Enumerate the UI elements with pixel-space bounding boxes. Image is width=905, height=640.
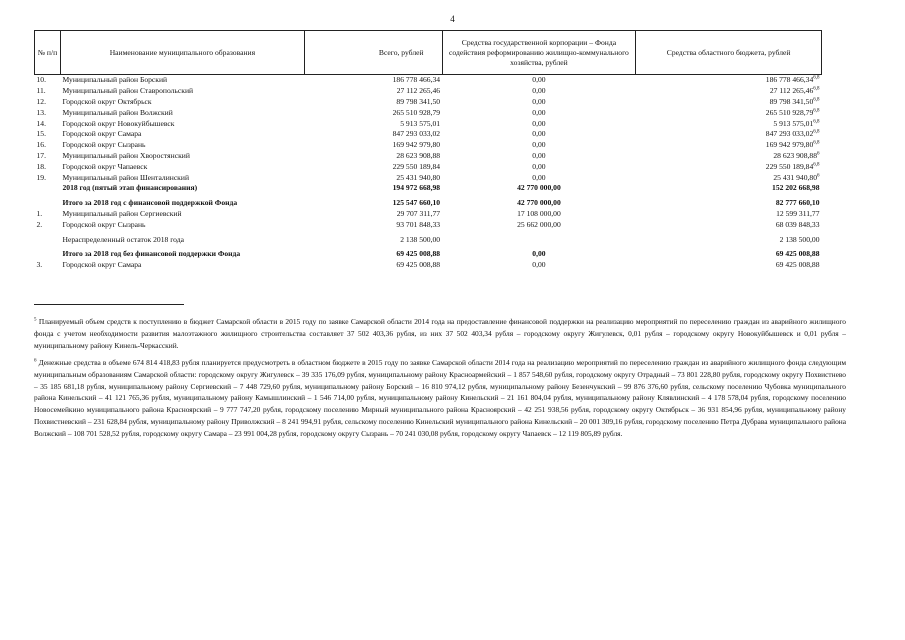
footnote-ref: 6,8	[813, 162, 820, 168]
row-total-value: 186 778 466,34	[392, 75, 441, 85]
footnote-separator	[34, 304, 184, 305]
row-fund	[442, 183, 636, 194]
row-name-value: Нераспределенный остаток 2018 года	[62, 234, 184, 244]
row-total-value: 25 431 940,80	[396, 172, 441, 182]
row-total	[304, 198, 442, 209]
row-fund-value: 0,00	[532, 249, 546, 259]
row-fund-value: 42 770 000,00	[517, 198, 561, 208]
row-number	[35, 97, 61, 108]
table-row	[35, 219, 822, 230]
table-row	[35, 107, 822, 118]
row-regional-value: 28 623 908,88	[773, 150, 817, 160]
header-name: Наименование муниципального образования	[60, 31, 304, 75]
row-total	[304, 75, 442, 86]
row-name-value: Итого за 2018 год без финансовой поддержки Фонда	[62, 249, 241, 259]
footnote-ref: 6	[817, 151, 820, 157]
row-regional-value: 229 550 189,84	[765, 161, 814, 171]
row-regional-value: 69 425 008,88	[775, 249, 820, 259]
row-fund-value: 42 770 000,00	[517, 183, 561, 193]
row-fund	[442, 234, 636, 245]
row-number-value: 19.	[36, 172, 46, 182]
table-row	[35, 129, 822, 140]
row-total-value: 2 138 500,00	[400, 234, 441, 244]
row-fund	[442, 118, 636, 129]
row-number	[35, 151, 61, 162]
row-total-value: 69 425 008,88	[396, 249, 441, 259]
header-fund: Средства государственной корпорации – Фонда содействия реформированию жилищно-коммунального хозяйства, рублей	[442, 31, 636, 75]
table-total-row	[35, 183, 822, 194]
row-total	[304, 140, 442, 151]
row-total	[304, 129, 442, 140]
row-regional-value: 265 510 928,79	[765, 107, 814, 117]
row-fund-value: 0,00	[532, 86, 546, 96]
table-row	[35, 140, 822, 151]
row-regional-value: 152 202 668,98	[772, 183, 820, 193]
header-regional: Средства областного бюджета, рублей	[636, 31, 822, 75]
header-no: № п/п	[35, 31, 61, 75]
row-total	[304, 172, 442, 183]
row-name-value: Итого за 2018 год с финансовой поддержкой Фонда	[62, 198, 238, 208]
row-regional	[636, 97, 822, 108]
footnote-ref: 6,8	[813, 140, 820, 146]
table-row	[35, 151, 822, 162]
row-total	[304, 219, 442, 230]
table-total-row	[35, 198, 822, 209]
footnote-6-mark: 6	[34, 358, 37, 364]
row-total	[304, 249, 442, 260]
footnote-ref: 6,8	[813, 97, 820, 103]
row-name	[60, 172, 304, 183]
row-total	[304, 151, 442, 162]
row-fund-value: 0,00	[532, 260, 546, 270]
row-name	[60, 118, 304, 129]
table-row	[35, 172, 822, 183]
row-name	[60, 107, 304, 118]
row-regional	[636, 198, 822, 209]
table-row	[35, 209, 822, 220]
row-number	[35, 183, 61, 194]
row-fund-value: 0,00	[532, 161, 546, 171]
row-name	[60, 183, 304, 194]
row-regional	[636, 249, 822, 260]
row-name-value: Городской округ Новокуйбышевск	[62, 118, 175, 128]
row-number-value: 10.	[36, 75, 46, 85]
row-name	[60, 234, 304, 245]
table-row	[35, 161, 822, 172]
row-fund	[442, 107, 636, 118]
row-name	[60, 129, 304, 140]
row-fund	[442, 140, 636, 151]
footnote-ref: 6,8	[813, 129, 820, 135]
row-fund	[442, 172, 636, 183]
footnote-ref: 6	[817, 173, 820, 179]
row-number-value: 12.	[36, 96, 46, 106]
row-regional	[636, 161, 822, 172]
row-fund	[442, 260, 636, 271]
row-total-value: 265 510 928,79	[392, 107, 441, 117]
row-name-value: Городской округ Октябрьск	[62, 96, 152, 106]
row-number	[35, 118, 61, 129]
row-total-value: 169 942 979,80	[392, 140, 441, 150]
row-name-value: Городской округ Самара	[62, 260, 142, 270]
row-total-value: 5 913 575,01	[400, 118, 441, 128]
row-regional	[636, 86, 822, 97]
row-fund-value: 25 662 000,00	[517, 219, 561, 229]
table-row	[35, 118, 822, 129]
row-fund-value: 0,00	[532, 118, 546, 128]
row-fund	[442, 97, 636, 108]
footnote-6	[34, 357, 846, 440]
row-regional-value: 27 112 265,46	[769, 86, 814, 96]
row-fund-value: 0,00	[532, 75, 546, 85]
row-name	[60, 140, 304, 151]
row-number	[35, 140, 61, 151]
row-total-value: 125 547 660,10	[392, 198, 441, 208]
row-number	[35, 129, 61, 140]
row-total	[304, 234, 442, 245]
row-fund	[442, 75, 636, 86]
row-number	[35, 75, 61, 86]
row-number	[35, 209, 61, 220]
footnote-ref: 6,8	[813, 119, 820, 125]
row-number	[35, 107, 61, 118]
row-number	[35, 219, 61, 230]
row-number	[35, 161, 61, 172]
row-total-value: 69 425 008,88	[396, 260, 441, 270]
row-name-value: Городской округ Чапаевск	[62, 161, 148, 171]
row-fund	[442, 198, 636, 209]
row-regional-value: 5 913 575,01	[773, 118, 814, 128]
row-name-value: Городской округ Сызрань	[62, 219, 146, 229]
row-regional	[636, 129, 822, 140]
row-number-value: 14.	[36, 118, 46, 128]
row-name-value: Муниципальный район Шенталинский	[62, 172, 190, 182]
row-regional	[636, 209, 822, 220]
row-fund-value: 0,00	[532, 150, 546, 160]
row-name	[60, 198, 304, 209]
row-number-value: 13.	[36, 107, 46, 117]
row-number-value: 1.	[36, 208, 43, 218]
row-fund	[442, 129, 636, 140]
table-body	[35, 75, 822, 271]
row-name-value: 2018 год (пятый этап финансирования)	[62, 183, 198, 193]
row-regional-value: 169 942 979,80	[765, 140, 814, 150]
row-total	[304, 260, 442, 271]
row-regional-value: 68 039 848,33	[775, 219, 820, 229]
row-number-value: 3.	[36, 260, 43, 270]
row-number-value: 15.	[36, 129, 46, 139]
row-total	[304, 118, 442, 129]
row-total-value: 229 550 189,84	[392, 161, 441, 171]
row-total-value: 194 972 668,98	[392, 183, 441, 193]
footnote-ref: 6,8	[813, 75, 820, 81]
row-total-value: 29 707 311,77	[396, 208, 441, 218]
row-name	[60, 75, 304, 86]
row-name-value: Городской округ Сызрань	[62, 140, 146, 150]
row-name	[60, 219, 304, 230]
row-regional	[636, 172, 822, 183]
row-regional	[636, 107, 822, 118]
row-regional-value: 82 777 660,10	[775, 198, 820, 208]
row-total	[304, 86, 442, 97]
row-total-value: 93 701 848,33	[396, 219, 441, 229]
row-name	[60, 260, 304, 271]
row-name	[60, 249, 304, 260]
row-fund	[442, 219, 636, 230]
row-number-value: 17.	[36, 150, 46, 160]
row-name-value: Городской округ Самара	[62, 129, 142, 139]
row-fund	[442, 249, 636, 260]
table-row	[35, 86, 822, 97]
row-regional-value: 69 425 008,88	[775, 260, 820, 270]
table-row	[35, 75, 822, 86]
row-regional	[636, 151, 822, 162]
row-name	[60, 151, 304, 162]
row-number-value: 2.	[36, 219, 43, 229]
row-number	[35, 260, 61, 271]
row-regional	[636, 183, 822, 194]
page-number: 4	[450, 14, 455, 24]
row-regional	[636, 118, 822, 129]
row-name	[60, 209, 304, 220]
row-fund	[442, 151, 636, 162]
row-total	[304, 161, 442, 172]
row-regional-value: 89 798 341,50	[769, 96, 814, 106]
row-number-value: 11.	[36, 86, 46, 96]
table-header-row	[35, 31, 822, 75]
row-regional	[636, 234, 822, 245]
row-name	[60, 97, 304, 108]
row-regional-value: 12 599 311,77	[776, 208, 820, 218]
row-fund-value: 0,00	[532, 96, 546, 106]
row-total	[304, 97, 442, 108]
row-name	[60, 161, 304, 172]
row-fund-value: 17 108 000,00	[517, 208, 561, 218]
footnote-5-mark: 5	[34, 317, 37, 323]
row-name-value: Муниципальный район Волжский	[62, 107, 173, 117]
row-fund-value: 0,00	[532, 172, 546, 182]
row-regional	[636, 219, 822, 230]
row-number	[35, 249, 61, 260]
footnote-5-text: Планируемый объем средств к поступлению в бюджет Самарской области в 2015 году по заявке Самарской области 2014 года на предоставление финансовой поддержки на реализацию мероприятий по переселению граждан из аварийного жилищного фонда с учетом необходимости развития малоэтажного жилищного строительства составляет 37 502 403,36 рубля, из них 37 502 403,34 рубля – городскому округу Жигулевск, 0,01 рубля – городскому округу Новокуйбышевск и 0,01 рубля – муниципальному району Кинель-Черкасский.	[34, 317, 846, 350]
row-total	[304, 209, 442, 220]
row-fund-value: 0,00	[532, 107, 546, 117]
header-total: Всего, рублей	[304, 31, 442, 75]
row-total-value: 847 293 033,02	[392, 129, 441, 139]
row-name	[60, 86, 304, 97]
row-regional	[636, 75, 822, 86]
row-total	[304, 183, 442, 194]
row-number	[35, 172, 61, 183]
row-number-value: 18.	[36, 161, 46, 171]
footnote-ref: 6,8	[813, 86, 820, 92]
row-fund-value: 0,00	[532, 129, 546, 139]
row-name-value: Муниципальный район Борский	[62, 75, 168, 85]
row-fund	[442, 86, 636, 97]
row-regional	[636, 260, 822, 271]
row-number-value: 16.	[36, 140, 46, 150]
funding-table	[34, 30, 822, 271]
row-regional-value: 186 778 466,34	[765, 75, 814, 85]
row-name-value: Муниципальный район Хворостянский	[62, 150, 190, 160]
footnote-5	[34, 316, 846, 351]
row-total-value: 28 623 908,88	[396, 150, 441, 160]
footnote-ref: 6,8	[813, 108, 820, 114]
row-regional-value: 847 293 033,02	[765, 129, 814, 139]
row-number	[35, 234, 61, 245]
row-total-value: 27 112 265,46	[396, 86, 441, 96]
row-total	[304, 107, 442, 118]
row-regional-value: 2 138 500,00	[779, 234, 820, 244]
footnote-6-text: Денежные средства в объеме 674 814 418,83 рубля планируется предусмотреть в областном бюджете в 2015 году по заявке Самарской области 2014 года на реализацию мероприятий по переселению граждан из аварийного жилищного фонда следующим муниципальным образованиям Самарской области: городскому округу Жигулевск – 39 335 176,09 рубля, муниципальному району Красноармейский – 1 857 548,60 рубля, городскому округу Отрадный – 73 801 228,80 рубля, городскому округу Похвистнево – 35 185 681,18 рубля, муниципальному району Сергиевский – 7 448 729,60 рубля, муниципальному району Борский – 16 810 974,12 рубля, муниципальному району Безенчукский – 99 876 376,60 рубля, сельскому поселению Чубовка муниципального района Кинельский – 41 121 765,36 рубля, муниципальному району Камышлинский – 1 546 714,00 рубля, муниципальному району Кинельский – 21 161 804,04 рубля, муниципальному району Клявлинский – 4 178 578,04 рубля, городскому поселению Новосемейкино муниципального района Красноярский – 9 777 747,20 рубля, городскому поселению Мирный муниципального района Красноярский – 42 251 938,56 рубля, городскому округу Октябрьск – 36 931 854,96 рубля, муниципальному району Похвистневский – 231 628,84 рубля, муниципальному району Приволжский – 8 241 994,91 рубля, сельскому поселению Кинельский муниципального района Кинельский – 20 001 309,16 рубля, городскому поселению Петра Дубрава муниципального района Волжский – 108 701 528,52 рубля, городскому округу Самара – 23 991 004,28 рубля, городскому округу Сызрань – 70 241 030,08 рубля, городскому округу Чапаевск – 12 119 805,89 рубля.	[34, 358, 846, 438]
row-number	[35, 86, 61, 97]
row-regional-value: 25 431 940,80	[773, 172, 817, 182]
row-number	[35, 198, 61, 209]
row-fund	[442, 161, 636, 172]
table-row	[35, 97, 822, 108]
row-regional	[636, 140, 822, 151]
row-name-value: Муниципальный район Сергиевский	[62, 208, 182, 218]
row-total-value: 89 798 341,50	[396, 96, 441, 106]
row-fund-value: 0,00	[532, 140, 546, 150]
table-row	[35, 234, 822, 245]
row-name-value: Муниципальный район Ставропольский	[62, 86, 194, 96]
row-fund	[442, 209, 636, 220]
table-row	[35, 260, 822, 271]
table-total-row	[35, 249, 822, 260]
